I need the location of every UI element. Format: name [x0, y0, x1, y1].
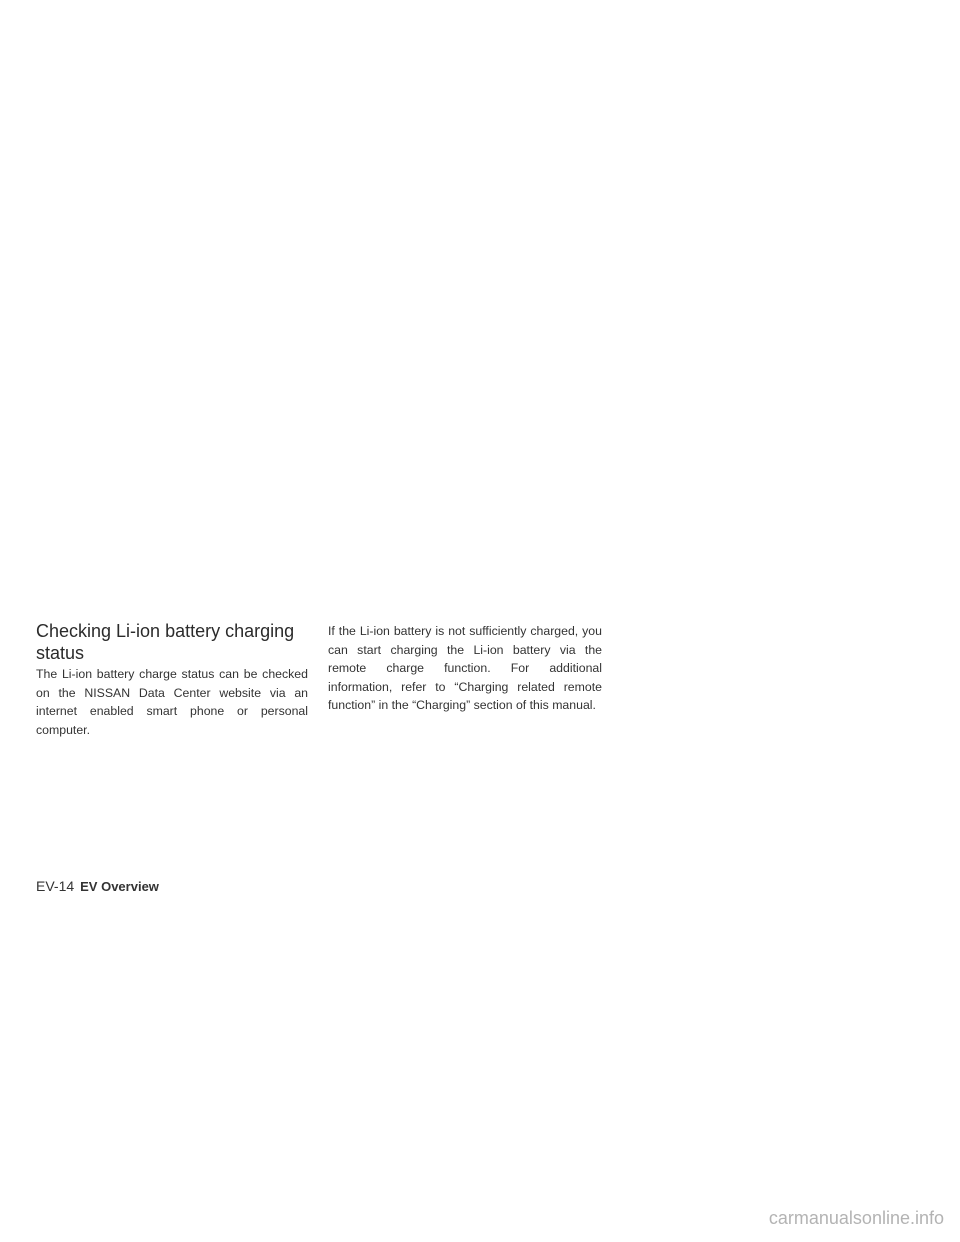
right-column-paragraph: If the Li-ion battery is not sufficiently charged, you can start charging the Li-ion battery via the remote charge function. For additional information, refer to “Charging related remote function” in the “Charging” section of this manual. [328, 624, 602, 712]
section-heading: Checking Li-ion battery charging status [36, 621, 295, 663]
footer-section-name: EV Overview [80, 879, 159, 894]
left-column-paragraph: The Li-ion battery charge status can be checked on the NISSAN Data Center website via an internet enabled smart phone or personal computer. [36, 667, 308, 737]
watermark: carmanualsonline.info [768, 1208, 944, 1228]
page-footer [36, 876, 159, 897]
page-number: EV-14 [36, 878, 75, 894]
